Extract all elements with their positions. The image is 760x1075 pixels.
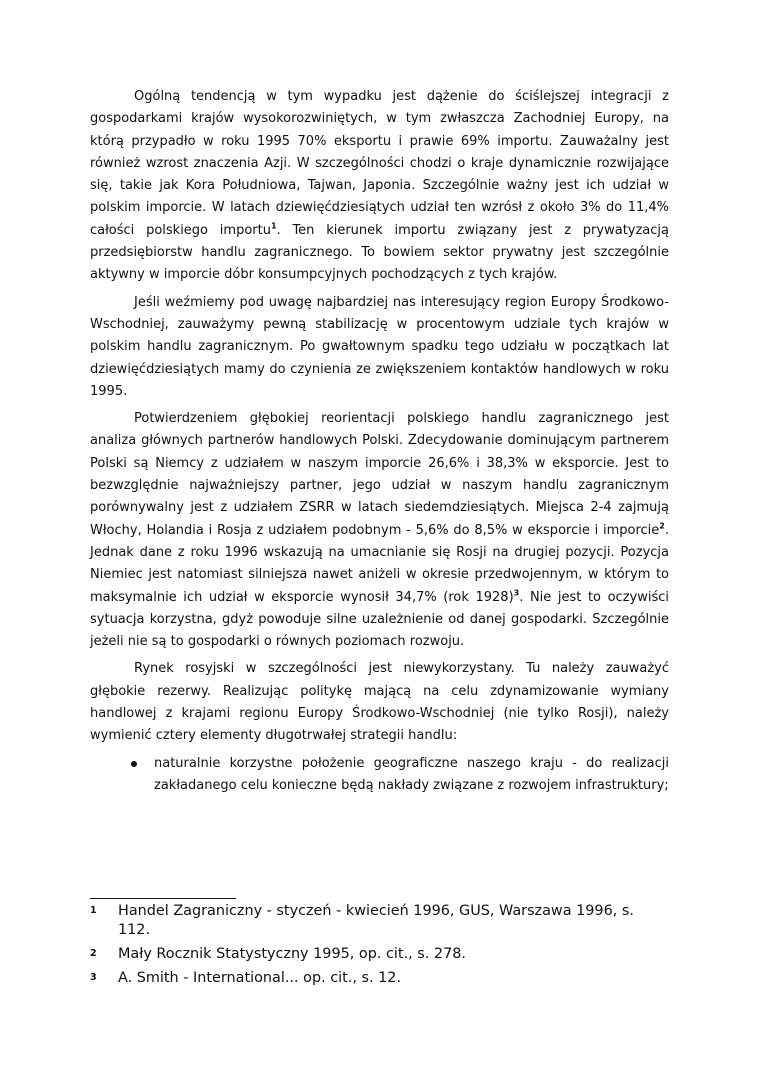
footnote-1 bbox=[90, 902, 670, 940]
paragraph-1-text-cont: . Ten kierunek importu związany jest z prywatyzacją przedsiębiorstw handlu zagranicznego. To bowiem sektor prywatny jest szczególnie aktywny w imporcie dóbr konsumpcyjnych pochodzących z tych krajów. bbox=[90, 222, 669, 283]
footnote-number: 1 bbox=[90, 905, 97, 916]
main-text bbox=[90, 86, 669, 797]
footnote-separator bbox=[90, 898, 236, 899]
footnotes bbox=[90, 902, 670, 993]
paragraph-3-text-cont: . Jednak dane z roku 1996 wskazują na umacnianie się Rosji na drugiej pozycji. Pozycja Niemiec jest natomiast silniejsza nawet aniżeli w okresie przedwojennym, w którym to maksymalnie ich udział w eksporcie wynosił 34,7% (rok 1928) bbox=[90, 522, 669, 605]
paragraph-3-text-end: . Nie jest to oczywiści sytuacja korzystna, gdyż powoduje silne uzależnienie od danej gospodarki. Szczególnie jeżeli nie są to gospodarki o równych poziomach rozwoju. bbox=[90, 589, 669, 650]
footnote-3 bbox=[90, 969, 670, 988]
paragraph-2-text: Jeśli weźmiemy pod uwagę najbardziej nas interesujący region Europy Środkowo-Wschodniej, zauważymy pewną stabilizację w procentowym udziale tych krajów w polskim handlu zagranicznym. Po gwałtownym spadku tego udziału w początkach lat dziewięćdziesiątych mamy do czynienia ze zwiększeniem kontaktów handlowych w roku 1995. bbox=[90, 294, 669, 399]
bullet-icon bbox=[131, 761, 137, 767]
footnote-text: Handel Zagraniczny - styczeń - kwiecień 1996, GUS, Warszawa 1996, s. 112. bbox=[118, 903, 634, 938]
paragraph-4 bbox=[90, 658, 669, 747]
footnote-text: A. Smith - International... op. cit., s. 12. bbox=[118, 970, 402, 986]
bullet-item bbox=[154, 753, 669, 798]
paragraph-4-text: Rynek rosyjski w szczególności jest niewykorzystany. Tu należy zauważyć głębokie rezerwy. Realizując politykę mającą na celu zdynamizowanie wymiany handlowej z krajami regionu Europy Środkowo-Wschodniej (nie tylko Rosji), należy wymienić cztery elementy długotrwałej strategii handlu: bbox=[90, 661, 669, 744]
paragraph-3-text: Potwierdzeniem głębokiej reorientacji polskiego handlu zagranicznego jest analiza głównych partnerów handlowych Polski. Zdecydowanie dominującym partnerem Polski są Niemcy z udziałem w naszym imporcie 26,6% i 38,3% w eksporcie. Jest to bezwzględnie najważniejszy partner, jego udział w naszym handlu zagranicznym porównywalny jest z udziałem ZSRR w latach siedemdziesiątych. Miejsca 2-4 zajmują Włochy, Holandia i Rosja z udziałem podobnym - 5,6% do 8,5% w eksporcie i imporcie bbox=[90, 411, 669, 538]
footnote-2 bbox=[90, 945, 670, 964]
footnote-ref-1: 1 bbox=[270, 221, 277, 231]
paragraph-2 bbox=[90, 292, 669, 403]
paragraph-1 bbox=[90, 86, 669, 287]
footnote-text: Mały Rocznik Statystyczny 1995, op. cit., s. 278. bbox=[118, 946, 466, 962]
footnote-number: 2 bbox=[90, 948, 97, 959]
footnote-number: 3 bbox=[90, 972, 97, 983]
footnote-ref-3: 3 bbox=[513, 588, 520, 598]
bullet-list bbox=[90, 753, 669, 798]
paragraph-3 bbox=[90, 408, 669, 653]
paragraph-1-text: Ogólną tendencją w tym wypadku jest dążenie do ściślejszej integracji z gospodarkami krajów wysokorozwiniętych, w tym zwłaszcza Zachodniej Europy, na którą przypadło w roku 1995 70% eksportu i prawie 69% importu. Zauważalny jest również wzrost znaczenia Azji. W szczególności chodzi o kraje dynamicznie rozwijające się, takie jak Kora Południowa, Tajwan, Japonia. Szczególnie ważny jest ich udział w polskim imporcie. W latach dziewięćdziesiątych udział ten wzrósł z około 3% do 11,4% całości polskiego importu bbox=[90, 89, 669, 238]
footnote-ref-2: 2 bbox=[659, 521, 665, 531]
bullet-item-text: naturalnie korzystne położenie geograficzne naszego kraju - do realizacji zakładanego celu konieczne będą nakłady związane z rozwojem infrastruktury; bbox=[154, 755, 669, 793]
